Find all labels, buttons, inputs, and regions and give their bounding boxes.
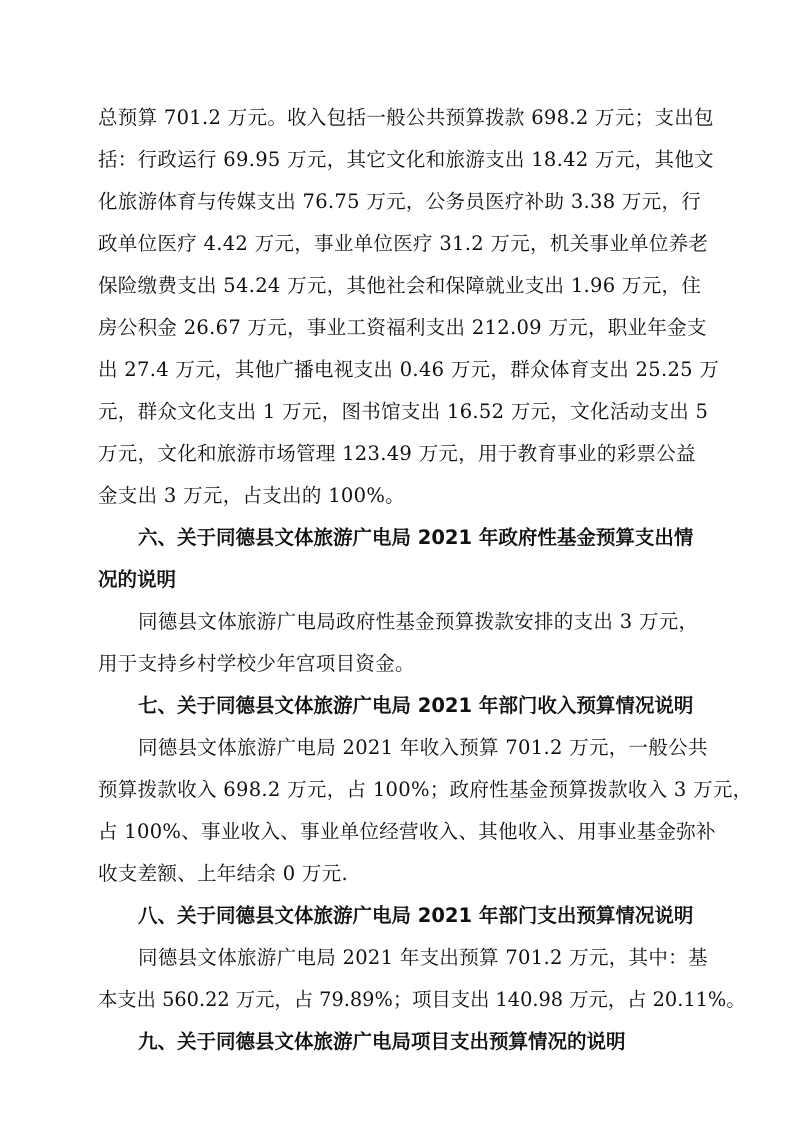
section-heading-9: 九、关于同德县文体旅游广电局项目支出预算情况的说明: [138, 1030, 626, 1053]
paragraph-line: 预算拨款收入 698.2 万元，占 100%；政府性基金预算拨款收入 3 万元，: [98, 778, 753, 801]
paragraph-line: 保险缴费支出 54.24 万元，其他社会和保障就业支出 1.96 万元，住: [98, 274, 702, 297]
paragraph-line: 同德县文体旅游广电局 2021 年收入预算 701.2 万元，一般公共: [138, 736, 708, 759]
paragraph-line: 化旅游体育与传媒支出 76.75 万元，公务员医疗补助 3.38 万元，行: [98, 190, 702, 213]
paragraph-line: 总预算 701.2 万元。收入包括一般公共预算拨款 698.2 万元；支出包: [98, 106, 714, 129]
paragraph-line: 万元，文化和旅游市场管理 123.49 万元，用于教育事业的彩票公益: [98, 442, 696, 465]
paragraph-line: 本支出 560.22 万元，占 79.89%；项目支出 140.98 万元，占 20.11%。: [98, 988, 746, 1011]
paragraph-line: 同德县文体旅游广电局 2021 年支出预算 701.2 万元，其中：基: [138, 946, 708, 969]
paragraph-line: 占 100%、事业收入、事业单位经营收入、其他收入、用事业基金弥补: [98, 820, 716, 843]
section-heading-8: 八、关于同德县文体旅游广电局 2021 年部门支出预算情况说明: [138, 904, 694, 927]
section-heading-6: 六、关于同德县文体旅游广电局 2021 年政府性基金预算支出情: [138, 526, 694, 549]
paragraph-line: 房公积金 26.67 万元，事业工资福利支出 212.09 万元，职业年金支: [98, 316, 707, 339]
paragraph-line: 政单位医疗 4.42 万元，事业单位医疗 31.2 万元，机关事业单位养老: [98, 232, 709, 255]
paragraph-line: 金支出 3 万元，占支出的 100%。: [98, 484, 405, 507]
paragraph-line: 出 27.4 万元，其他广播电视支出 0.46 万元，群众体育支出 25.25 万: [98, 358, 720, 381]
paragraph-line: 用于支持乡村学校少年宫项目资金。: [98, 652, 415, 675]
paragraph-line: 元，群众文化支出 1 万元，图书馆支出 16.52 万元，文化活动支出 5: [98, 400, 709, 423]
paragraph-line: 括：行政运行 69.95 万元，其它文化和旅游支出 18.42 万元，其他文: [98, 148, 714, 171]
paragraph-line: 收支差额、上年结余 0 万元.: [98, 862, 349, 885]
section-heading-6-continued: 况的说明: [98, 568, 177, 591]
paragraph-line: 同德县文体旅游广电局政府性基金预算拨款安排的支出 3 万元，: [138, 610, 699, 633]
section-heading-7: 七、关于同德县文体旅游广电局 2021 年部门收入预算情况说明: [138, 694, 694, 717]
